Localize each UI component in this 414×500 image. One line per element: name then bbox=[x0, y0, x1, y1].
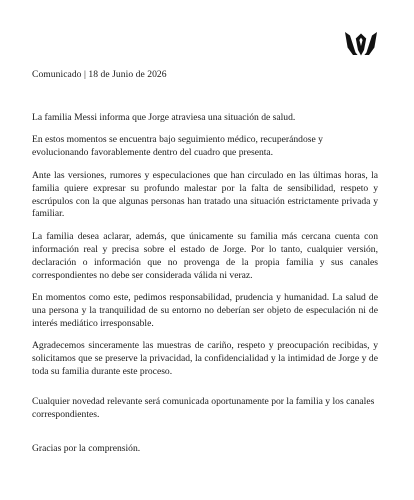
paragraph-thanks: Gracias por la comprensión. bbox=[32, 443, 141, 455]
paragraph-official-information: La familia desea aclarar, además, que únicamente su familia más cercana cuenta con información real y precisa sobre el estado de Jorge. Por lo tanto, cualquier versión, declaración o información que no provenga de la propia familia y sus canales correspondientes no debe ser considerada válida ni veraz. bbox=[32, 230, 378, 281]
paragraph-responsibility-request: En momentos como este, pedimos responsabilidad, prudencia y humanidad. La salud de una persona y la tranquilidad de su entorno no deberían ser objeto de especulación ni de interés mediático irresponsable. bbox=[32, 291, 378, 329]
paragraph-medical-followup: En estos momentos se encuentra bajo seguimiento médico, recuperándose y evolucionando favorablemente dentro del cuadro que presenta. bbox=[32, 134, 323, 159]
logo-right-wing bbox=[364, 32, 377, 55]
paragraph-future-updates: Cualquier novedad relevante será comunicada oportunamente por la familia y los canales correspondientes. bbox=[32, 396, 375, 421]
statement-body bbox=[32, 112, 378, 466]
paragraph-gratitude-privacy: Agradecemos sinceramente las muestras de cariño, respeto y preocupación recibidas, y solicitamos que se preserve la privacidad, la confidencialidad y la intimidad de Jorge y de toda su familia durante este proceso. bbox=[32, 340, 378, 377]
paragraph-health-announcement: La familia Messi informa que Jorge atraviesa una situación de salud. bbox=[32, 112, 296, 123]
paragraph-rumors-discomfort: Ante las versiones, rumores y especulaciones que han circulado en las últimas horas, la familia quiere expresar su profundo malestar por la falta de sensibilidad, respeto y escrúpulos con la que algunas personas han tratado una situación estrictamente privada y familiar. bbox=[32, 169, 378, 220]
logo-left-wing bbox=[345, 32, 358, 55]
communique-date-header: Comunicado | 18 de Junio de 2026 bbox=[32, 69, 167, 80]
messi-logo-icon bbox=[344, 31, 378, 57]
